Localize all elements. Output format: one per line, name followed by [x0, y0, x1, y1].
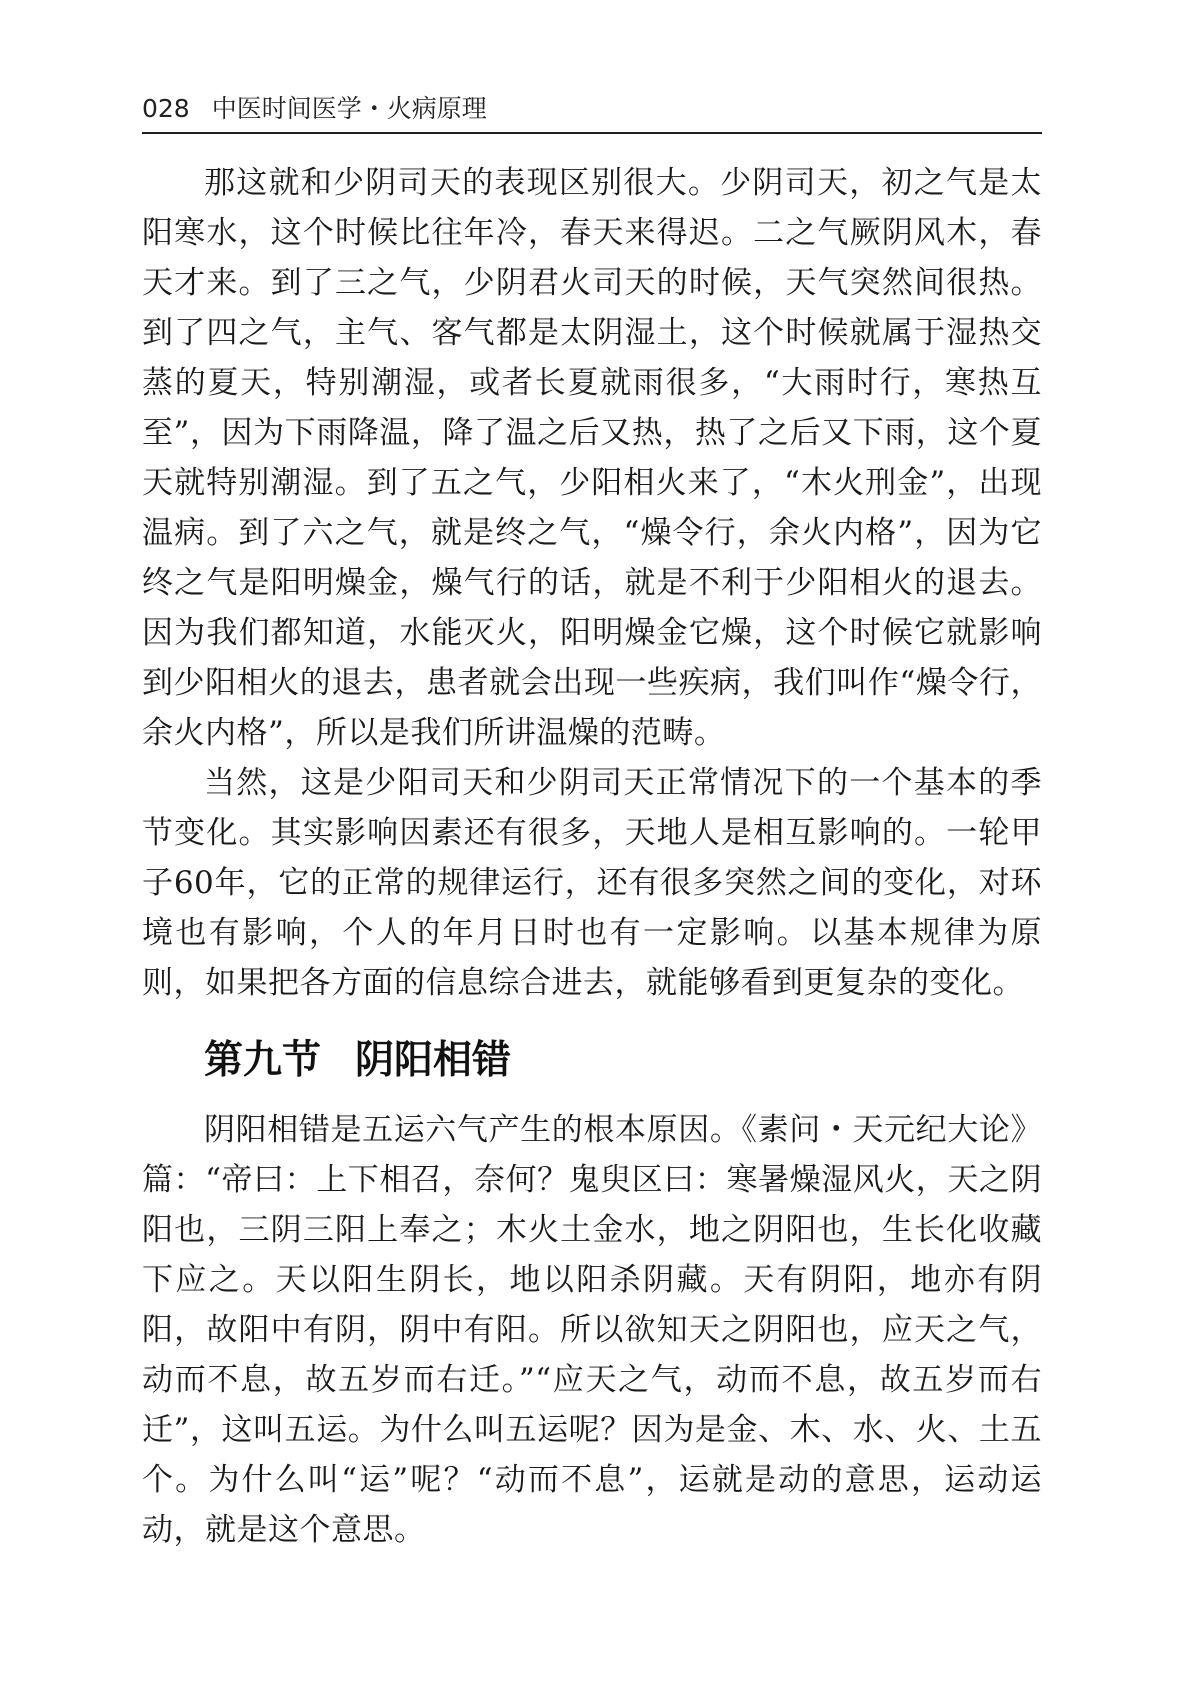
section-number: 第九节	[204, 1038, 322, 1083]
section-title: 阴阳相错	[355, 1038, 512, 1083]
paragraph: 阴阳相错是五运六气产生的根本原因。《素问・天元纪大论》篇：“帝曰：上下相召，奈何？鬼臾区曰：寒暑燥湿风火，天之阴阳也，三阴三阳上奉之；木火土金水，地之阴阳也，生长化收藏下应之。天以阳生阴长，地以阳杀阴藏。天有阴阳，地亦有阴阳，故阳中有阴，阴中有阳。所以欲知天之阴阳也，应天之气，动而不息，故五岁而右迁。”“应天之气，动而不息，故五岁而右迁”，这叫五运。为什么叫五运呢？因为是金、木、水、火、土五个。为什么叫“运”呢？“动而不息”，运就是动的意思，运动运动，就是这个意思。	[142, 1112, 1042, 1548]
paragraph: 当然，这是少阳司天和少阴司天正常情况下的一个基本的季节变化。其实影响因素还有很多，天地人是相互影响的。一轮甲子60年，它的正常的规律运行，还有很多突然之间的变化，对环境也有影响，个人的年月日时也有一定影响。以基本规律为原则，如果把各方面的信息综合进去，就能够看到更复杂的变化。	[142, 765, 1042, 1001]
running-header	[142, 92, 1042, 134]
paragraph: 那这就和少阴司天的表现区别很大。少阴司天，初之气是太阳寒水，这个时候比往年冷，春天来得迟。二之气厥阴风木，春天才来。到了三之气，少阴君火司天的时候，天气突然间很热。到了四之气，主气、客气都是太阴湿土，这个时候就属于湿热交蒸的夏天，特别潮湿，或者长夏就雨很多，“大雨时行，寒热互至”，因为下雨降温，降了温之后又热，热了之后又下雨，这个夏天就特别潮湿。到了五之气，少阳相火来了，“木火刑金”，出现温病。到了六之气，就是终之气，“燥令行，余火内格”，因为它终之气是阳明燥金，燥气行的话，就是不利于少阳相火的退去。因为我们都知道，水能灭火，阳明燥金它燥，这个时候它就影响到少阳相火的退去，患者就会出现一些疾病，我们叫作“燥令行，余火内格”，所以是我们所讲温燥的范畴。	[142, 165, 1042, 751]
section-heading	[142, 1033, 1042, 1089]
page-body	[142, 158, 1042, 1555]
page-number: 028	[142, 94, 190, 123]
book-title: 中医时间医学・火病原理	[211, 94, 487, 123]
